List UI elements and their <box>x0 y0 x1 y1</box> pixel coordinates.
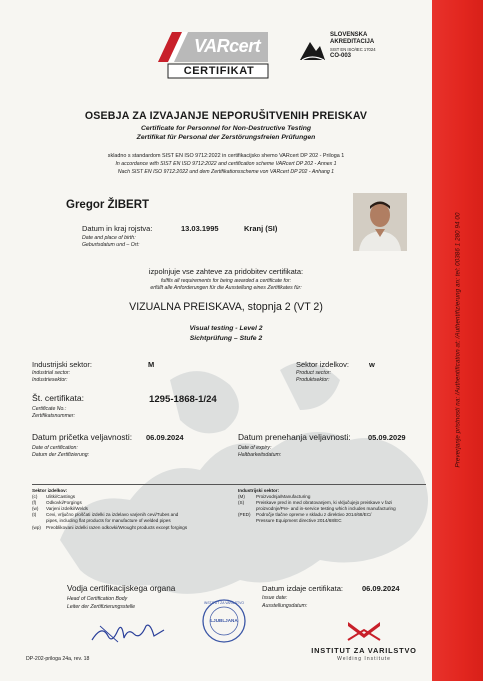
list-item: (c) Ulitki/Castings <box>32 494 76 500</box>
head-of-body-en: Head of Certification Body <box>67 596 128 602</box>
dob-label-de: Geburtsdatum und – Ort: <box>82 242 140 248</box>
qualification-title: VIZUALNA PREISKAVA, stopnja 2 (VT 2) <box>129 301 323 313</box>
stamp-top-text: INSTITUT ZA VARILSTVO <box>203 601 244 605</box>
accreditation-line1: SLOVENSKA <box>330 32 368 38</box>
product-sector-value: w <box>369 360 375 369</box>
dob-label-en: Date and place of birth: <box>82 235 136 241</box>
certificate-title: OSEBJA ZA IZVAJANJE NEPORUŠITVENIH PREISKAV <box>84 110 368 122</box>
list-item: (wp) Preoblikovani izdelki razen odkovki/Wrought products except forgings <box>32 524 188 530</box>
form-code: DP-202-priloga 24a, rev. 18 <box>26 656 90 662</box>
validity-expiry-value: 05.09.2029 <box>368 433 406 442</box>
holder-photo <box>353 193 407 251</box>
issue-date-value: 06.09.2024 <box>362 584 400 593</box>
legend-divider <box>32 484 426 485</box>
issue-date-label: Datum izdaje certifikata: <box>262 584 344 593</box>
requirements-en: fulfils all requirements for being awarded a certificate for: <box>160 278 292 284</box>
head-of-body-label: Vodja certifikacijskega organa <box>67 584 176 593</box>
requirements-de: erfüllt alle Anforderungen für die Ausstellung eines Zertifikates für: <box>150 285 302 291</box>
certificate-number-label: Št. certifikata: <box>32 393 85 403</box>
product-sector-legend <box>32 488 222 531</box>
validity-start-value: 06.09.2024 <box>146 433 184 442</box>
validity-expiry-label: Datum prenehanja veljavnosti: <box>238 432 351 442</box>
official-stamp <box>201 598 247 644</box>
product-sector-label: Sektor izdelkov: <box>296 360 349 369</box>
validity-start-label: Datum pričetka veljavnosti: <box>32 432 133 442</box>
dob-value: 13.03.1995 <box>181 224 219 233</box>
industry-sector-legend <box>238 488 430 525</box>
list-item: (S) Preiskave pred in med obratovanjem, ki vključujejo preiskave v fazi <box>238 500 393 506</box>
institute-emblem-icon <box>346 620 382 642</box>
qualification-de: Sichtprüfung – Stufe 2 <box>189 335 263 342</box>
stamp-city: LJUBLJANA <box>210 618 238 623</box>
accreditation-line2: AKREDITACIJA <box>330 39 375 45</box>
certificate-title-en: Certificate for Personnel for Non-Destructive Testing <box>140 125 312 132</box>
certificate-number-de: Zertifikatsnummer: <box>32 413 75 419</box>
industry-legend-title: Industrijski sektor: <box>238 488 280 493</box>
logo-certifikat-text: CERTIFIKAT <box>183 65 255 77</box>
compliance-de: Nach SIST EN ISO 9712:2022 und dem Zertifikationsscheme von VARcert DP 202 - Anhang 1 <box>117 169 335 175</box>
product-legend-title: Sektor izdelkov: <box>32 488 68 493</box>
product-sector-en: Product sector: <box>296 370 331 376</box>
head-of-body-de: Leiter der Zertifizierungsstelle <box>67 604 136 610</box>
qualification-en: Visual testing - Level 2 <box>189 325 263 332</box>
industry-sector-de: Industriesektor: <box>32 377 68 383</box>
requirements-sl: izpolnjuje vse zahteve za pridobitev certifikata: <box>148 267 304 276</box>
varcert-logo <box>150 28 272 80</box>
signature-mark <box>88 618 168 648</box>
list-item: pipes, including flat products for manufacture of welded pipes <box>46 518 171 524</box>
accreditation-standard: SIST EN ISO/IEC 17024 <box>330 47 376 52</box>
compliance-en: In accordance with SIST EN ISO 9712:2022 and certification scheme VARcert DP 202 - Annex 1 <box>115 161 337 167</box>
logo-brand-text: VARcert <box>194 36 261 56</box>
authentication-note: Preverjanje pristnosti na: /Authentification at: /Authentifizierung an: tel: 00386 1 280 94 00 <box>454 212 462 468</box>
validity-expiry-en: Date of expiry: <box>238 445 272 451</box>
accreditation-code: CO-003 <box>330 53 352 59</box>
validity-start-de: Datum der Zertifizierung: <box>32 452 90 458</box>
list-item: proizvodnje/Pre- and in-service testing which includes manufacturing <box>256 506 396 512</box>
institute-logo <box>308 618 420 668</box>
issue-date-en: Issue date: <box>262 595 288 601</box>
holder-name: Gregor ŽIBERT <box>66 199 150 211</box>
list-item: (PED) Področje tlačne opreme v skladu z direktivo 2014/68/EC/ <box>238 512 372 518</box>
product-sector-de: Produktsektor: <box>296 377 330 383</box>
certificate-title-de: Zertifikat für Personal der Zerstörungsfreien Prüfungen <box>136 134 316 141</box>
institute-subtitle: Welding Institute <box>337 656 391 662</box>
holder-portrait <box>353 193 407 251</box>
certificate-number-en: Certificate No.: <box>32 406 67 412</box>
issue-date-de: Ausstellungsdatum: <box>262 603 308 609</box>
industry-sector-en: Industrial sector: <box>32 370 71 376</box>
compliance-sl: skladno s standardom SIST EN ISO 9712:2022 in certifikacijsko shemo VARcert DP 202 - Priloga 1 <box>107 153 345 159</box>
industry-sector-label: Industrijski sektor: <box>32 360 93 369</box>
certificate-number-value: 1295-1868-1/24 <box>149 394 217 405</box>
list-item: (w) Varjeni izdelki/Welds <box>32 506 88 512</box>
accreditation-mountain-icon <box>298 36 326 64</box>
list-item: (t) Cevi, vrljučno ploščati izdelki za izdelavo varjenih cevi/Tubes and <box>32 512 179 518</box>
validity-start-en: Date of certification: <box>32 445 78 451</box>
dob-label: Datum in kraj rojstva: <box>82 224 153 233</box>
institute-name: INSTITUT ZA VARILSTVO <box>311 646 417 655</box>
list-item: (f) Odkovki/Forgings <box>32 500 82 506</box>
birthplace-value: Kranj (SI) <box>244 224 278 233</box>
validity-expiry-de: Haltbarkeitsdatum: <box>238 452 282 458</box>
industry-sector-value: M <box>148 360 155 369</box>
list-item: (M) Proizvodnja/Manufacturing <box>238 494 311 500</box>
list-item: Pressure Equipment directive 2014/68/EC <box>256 518 342 524</box>
accreditation-mark <box>298 30 393 70</box>
